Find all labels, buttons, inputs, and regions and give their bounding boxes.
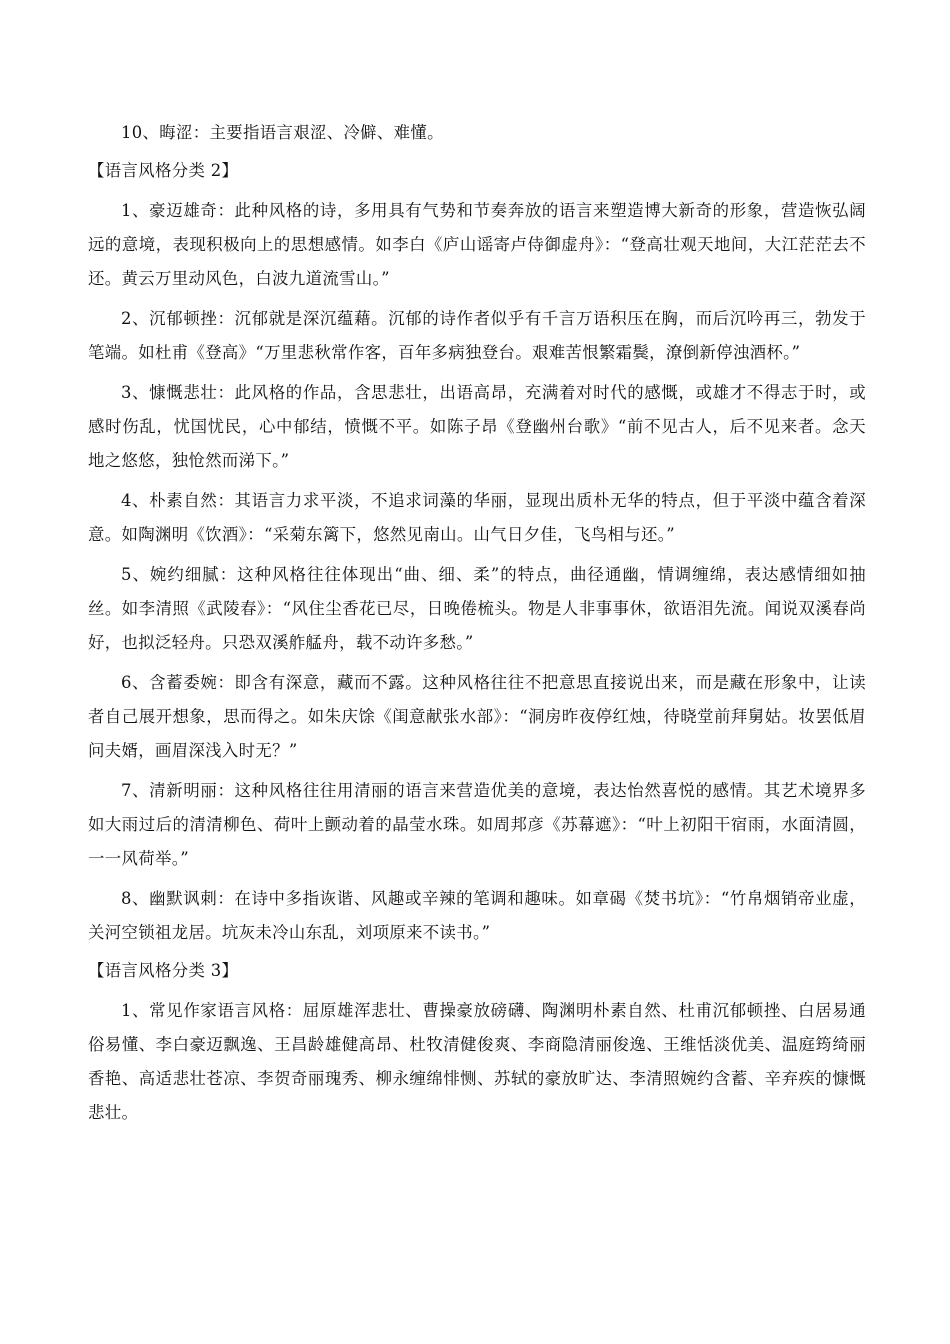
paragraph-item-10: 10、晦涩：主要指语言艰涩、冷僻、难懂。 [121,123,444,142]
paragraph-s2-item-4: 4、朴素自然：其语言力求平淡，不追求词藻的华丽，显现出质朴无华的特点，但于平淡中蕴含着深意。如陶渊明《饮酒》：“采菊东篱下，悠然见南山。山气日夕佳，飞鸟相与还。” [88,491,866,544]
paragraph-s2-item-5: 5、婉约细腻：这种风格往往体现出“曲、细、柔”的特点，曲径通幽，情调缠绵，表达感情细如抽丝。如李清照《武陵春》：“风住尘香花已尽，日晚倦梳头。物是人非事事休，欲语泪先流。闻说双溪春尚好，也拟泛轻舟。只恐双溪舴艋舟，载不动许多愁。” [88,565,866,652]
paragraph-s3-item-1: 1、常见作家语言风格：屈原雄浑悲壮、曹操豪放磅礴、陶渊明朴素自然、杜甫沉郁顿挫、白居易通俗易懂、李白豪迈飘逸、王昌龄雄健高昂、杜牧清健俊爽、李商隐清丽俊逸、王维恬淡优美、温庭筠绮丽香艳、高适悲壮苍凉、李贺奇丽瑰秀、柳永缠绵悱恻、苏轼的豪放旷达、李清照婉约含蓄、辛弃疾的慷慨悲壮。 [88,1001,866,1122]
paragraph-s2-item-1: 1、豪迈雄奇：此种风格的诗，多用具有气势和节奏奔放的语言来塑造博大新奇的形象，营造恢弘阔远的意境，表现积极向上的思想感情。如李白《庐山谣寄卢侍御虚舟》：“登高壮观天地间，大江茫茫去不还。黄云万里动风色，白波九道流雪山。” [88,201,866,288]
paragraph-s2-item-2: 2、沉郁顿挫：沉郁就是深沉蕴藉。沉郁的诗作者似乎有千言万语积压在胸，而后沉吟再三，勃发于笔端。如杜甫《登高》“万里悲秋常作客，百年多病独登台。艰难苦恨繁霜鬓，潦倒新停浊酒杯。” [88,309,866,362]
paragraph-s2-item-8: 8、幽默讽刺：在诗中多指诙谐、风趣或辛辣的笔调和趣味。如章碣《焚书坑》：“竹帛烟销帝业虚，关河空锁祖龙居。坑灰未冷山东乱，刘项原来不读书。” [88,889,866,942]
section-heading-2: 【语言风格分类 2】 [88,161,239,180]
paragraph-s2-item-3: 3、慷慨悲壮：此风格的作品，含思悲壮，出语高昂，充满着对时代的感慨，或雄才不得志于时，或感时伤乱，忧国忧民，心中郁结，愤慨不平。如陈子昂《登幽州台歌》“前不见古人，后不见来者。念天地之悠悠，独怆然而涕下。” [88,383,866,470]
section-heading-3: 【语言风格分类 3】 [88,961,239,980]
document-body [88,116,866,1130]
paragraph-s2-item-6: 6、含蓄委婉：即含有深意，藏而不露。这种风格往往不把意思直接说出来，而是藏在形象中，让读者自己展开想象，思而得之。如朱庆馀《闺意献张水部》：“洞房昨夜停红烛，待晓堂前拜舅姑。妆罢低眉问夫婿，画眉深浅入时无？” [88,673,866,760]
paragraph-s2-item-7: 7、清新明丽：这种风格往往用清丽的语言来营造优美的意境，表达怡然喜悦的感情。其艺术境界多如大雨过后的清清柳色、荷叶上颤动着的晶莹水珠。如周邦彦《苏幕遮》：“叶上初阳干宿雨，水面清圆，一一风荷举。” [88,781,866,868]
